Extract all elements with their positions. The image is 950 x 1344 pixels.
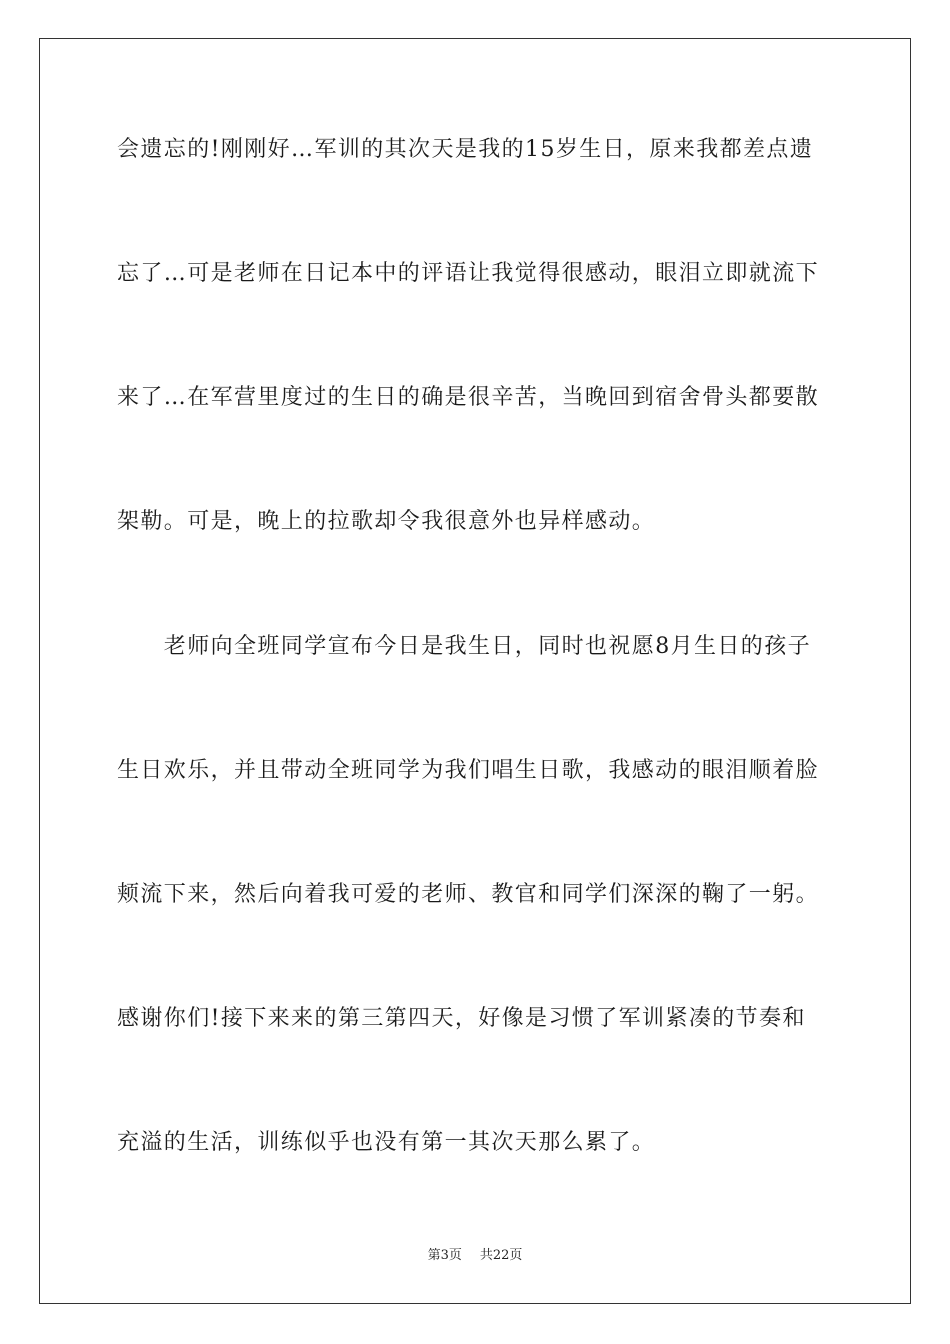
page-total: 共22页 [479, 1248, 523, 1263]
text-line-4: 架勒。可是，晚上的拉歌却令我很意外也异样感动。 [117, 509, 656, 534]
text-line-8: 感谢你们!接下来来的第三第四天，好像是习惯了军训紧凑的节奏和 [117, 1006, 806, 1031]
text-line-5: 老师向全班同学宣布今日是我生日，同时也祝愿8月生日的孩子 [117, 634, 811, 659]
page-footer [0, 1247, 950, 1265]
text-line-3: 来了…在军营里度过的生日的确是很辛苦，当晚回到宿舍骨头都要散 [117, 385, 820, 410]
text-line-9: 充溢的生活，训练似乎也没有第一其次天那么累了。 [117, 1130, 656, 1155]
page-number: 第3页 [427, 1248, 462, 1263]
text-line-7: 颊流下来，然后向着我可爱的老师、教官和同学们深深的鞠了一躬。 [117, 882, 820, 907]
text-line-6: 生日欢乐，并且带动全班同学为我们唱生日歌，我感动的眼泪顺着脸 [117, 758, 820, 783]
text-line-1: 会遗忘的!刚刚好…军训的其次天是我的15岁生日，原来我都差点遗 [117, 137, 814, 162]
text-line-2: 忘了…可是老师在日记本中的评语让我觉得很感动，眼泪立即就流下 [117, 261, 820, 286]
page-border [39, 38, 911, 1304]
